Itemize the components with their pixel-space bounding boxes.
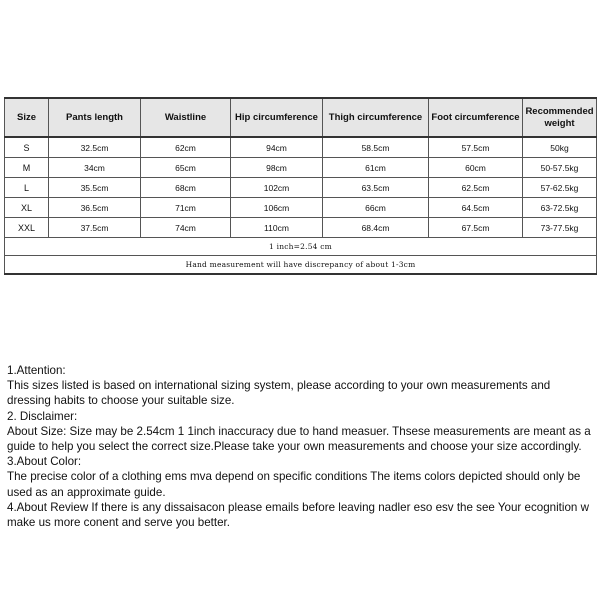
attention-text: This sizes listed is based on international sizing system, please according to your own measurements and dressing habits to choose your suitable size. (7, 379, 551, 408)
attention-heading: 1.Attention: (7, 364, 66, 377)
header-thigh-circumference: Thigh circumference (323, 98, 429, 137)
table-cell: 110cm (231, 218, 323, 238)
header-waistline: Waistline (141, 98, 231, 137)
table-cell: 35.5cm (49, 178, 141, 198)
header-recommended-weight: Recommended weight (523, 98, 597, 137)
table-cell: XL (5, 198, 49, 218)
table-cell: XXL (5, 218, 49, 238)
table-cell: 67.5cm (429, 218, 523, 238)
table-row (5, 158, 597, 178)
table-row (5, 137, 597, 158)
conversion-note: 1 inch=2.54 cm (5, 238, 597, 256)
table-cell: S (5, 137, 49, 158)
table-cell: 102cm (231, 178, 323, 198)
table-cell: 63.5cm (323, 178, 429, 198)
table-cell: 74cm (141, 218, 231, 238)
table-cell: 36.5cm (49, 198, 141, 218)
disclaimer-heading: 2. Disclaimer: (7, 409, 78, 423)
table-cell: 62cm (141, 137, 231, 158)
table-cell: 66cm (323, 198, 429, 218)
header-foot-circumference: Foot circumference (429, 98, 523, 137)
table-cell: 57-62.5kg (523, 178, 597, 198)
table-row (5, 178, 597, 198)
table-cell: 63-72.5kg (523, 198, 597, 218)
conversion-note-row (5, 238, 597, 256)
table-cell: 34cm (49, 158, 141, 178)
header-hip-circumference: Hip circumference (231, 98, 323, 137)
table-cell: 50kg (523, 137, 597, 158)
color-heading: 3.About Color: (7, 455, 82, 469)
disclaimer-text: About Size: Size may be 2.54cm 1 1inch inaccuracy due to hand measuer. Thsese measurements are meant as a guide to help you select the correct size.Please take your own measurements and choose your size accordingly. (7, 424, 591, 454)
table-cell: L (5, 178, 49, 198)
table-cell: 98cm (231, 158, 323, 178)
table-row (5, 198, 597, 218)
table-cell: M (5, 158, 49, 178)
table-cell: 64.5cm (429, 198, 523, 218)
measurement-note-row (5, 256, 597, 275)
table-cell: 58.5cm (323, 137, 429, 158)
table-cell: 50-57.5kg (523, 158, 597, 178)
table-cell: 71cm (141, 198, 231, 218)
table-cell: 32.5cm (49, 137, 141, 158)
table-header-row (5, 98, 597, 137)
table-cell: 68.4cm (323, 218, 429, 238)
table-cell: 57.5cm (429, 137, 523, 158)
table-row (5, 218, 597, 238)
table-cell: 94cm (231, 137, 323, 158)
table-cell: 62.5cm (429, 178, 523, 198)
table-cell: 60cm (429, 158, 523, 178)
size-chart-table (4, 97, 597, 275)
color-text: The precise color of a clothing ems mva depend on specific conditions The items colors depicted should only be used as an approximate guide. (7, 470, 581, 499)
table-cell: 73-77.5kg (523, 218, 597, 238)
header-pants-length: Pants length (49, 98, 141, 137)
header-size: Size (5, 98, 49, 137)
table-cell: 65cm (141, 158, 231, 178)
table-cell: 61cm (323, 158, 429, 178)
table-cell: 106cm (231, 198, 323, 218)
measurement-note: Hand measurement will have discrepancy of about 1-3cm (5, 256, 597, 275)
review-text: 4.About Review If there is any dissaisacon please emails before leaving nadler eso esv the see Your ecognition w make us more conent and serve you better. (7, 500, 589, 530)
table-cell: 68cm (141, 178, 231, 198)
notes-section (7, 363, 597, 530)
table-cell: 37.5cm (49, 218, 141, 238)
